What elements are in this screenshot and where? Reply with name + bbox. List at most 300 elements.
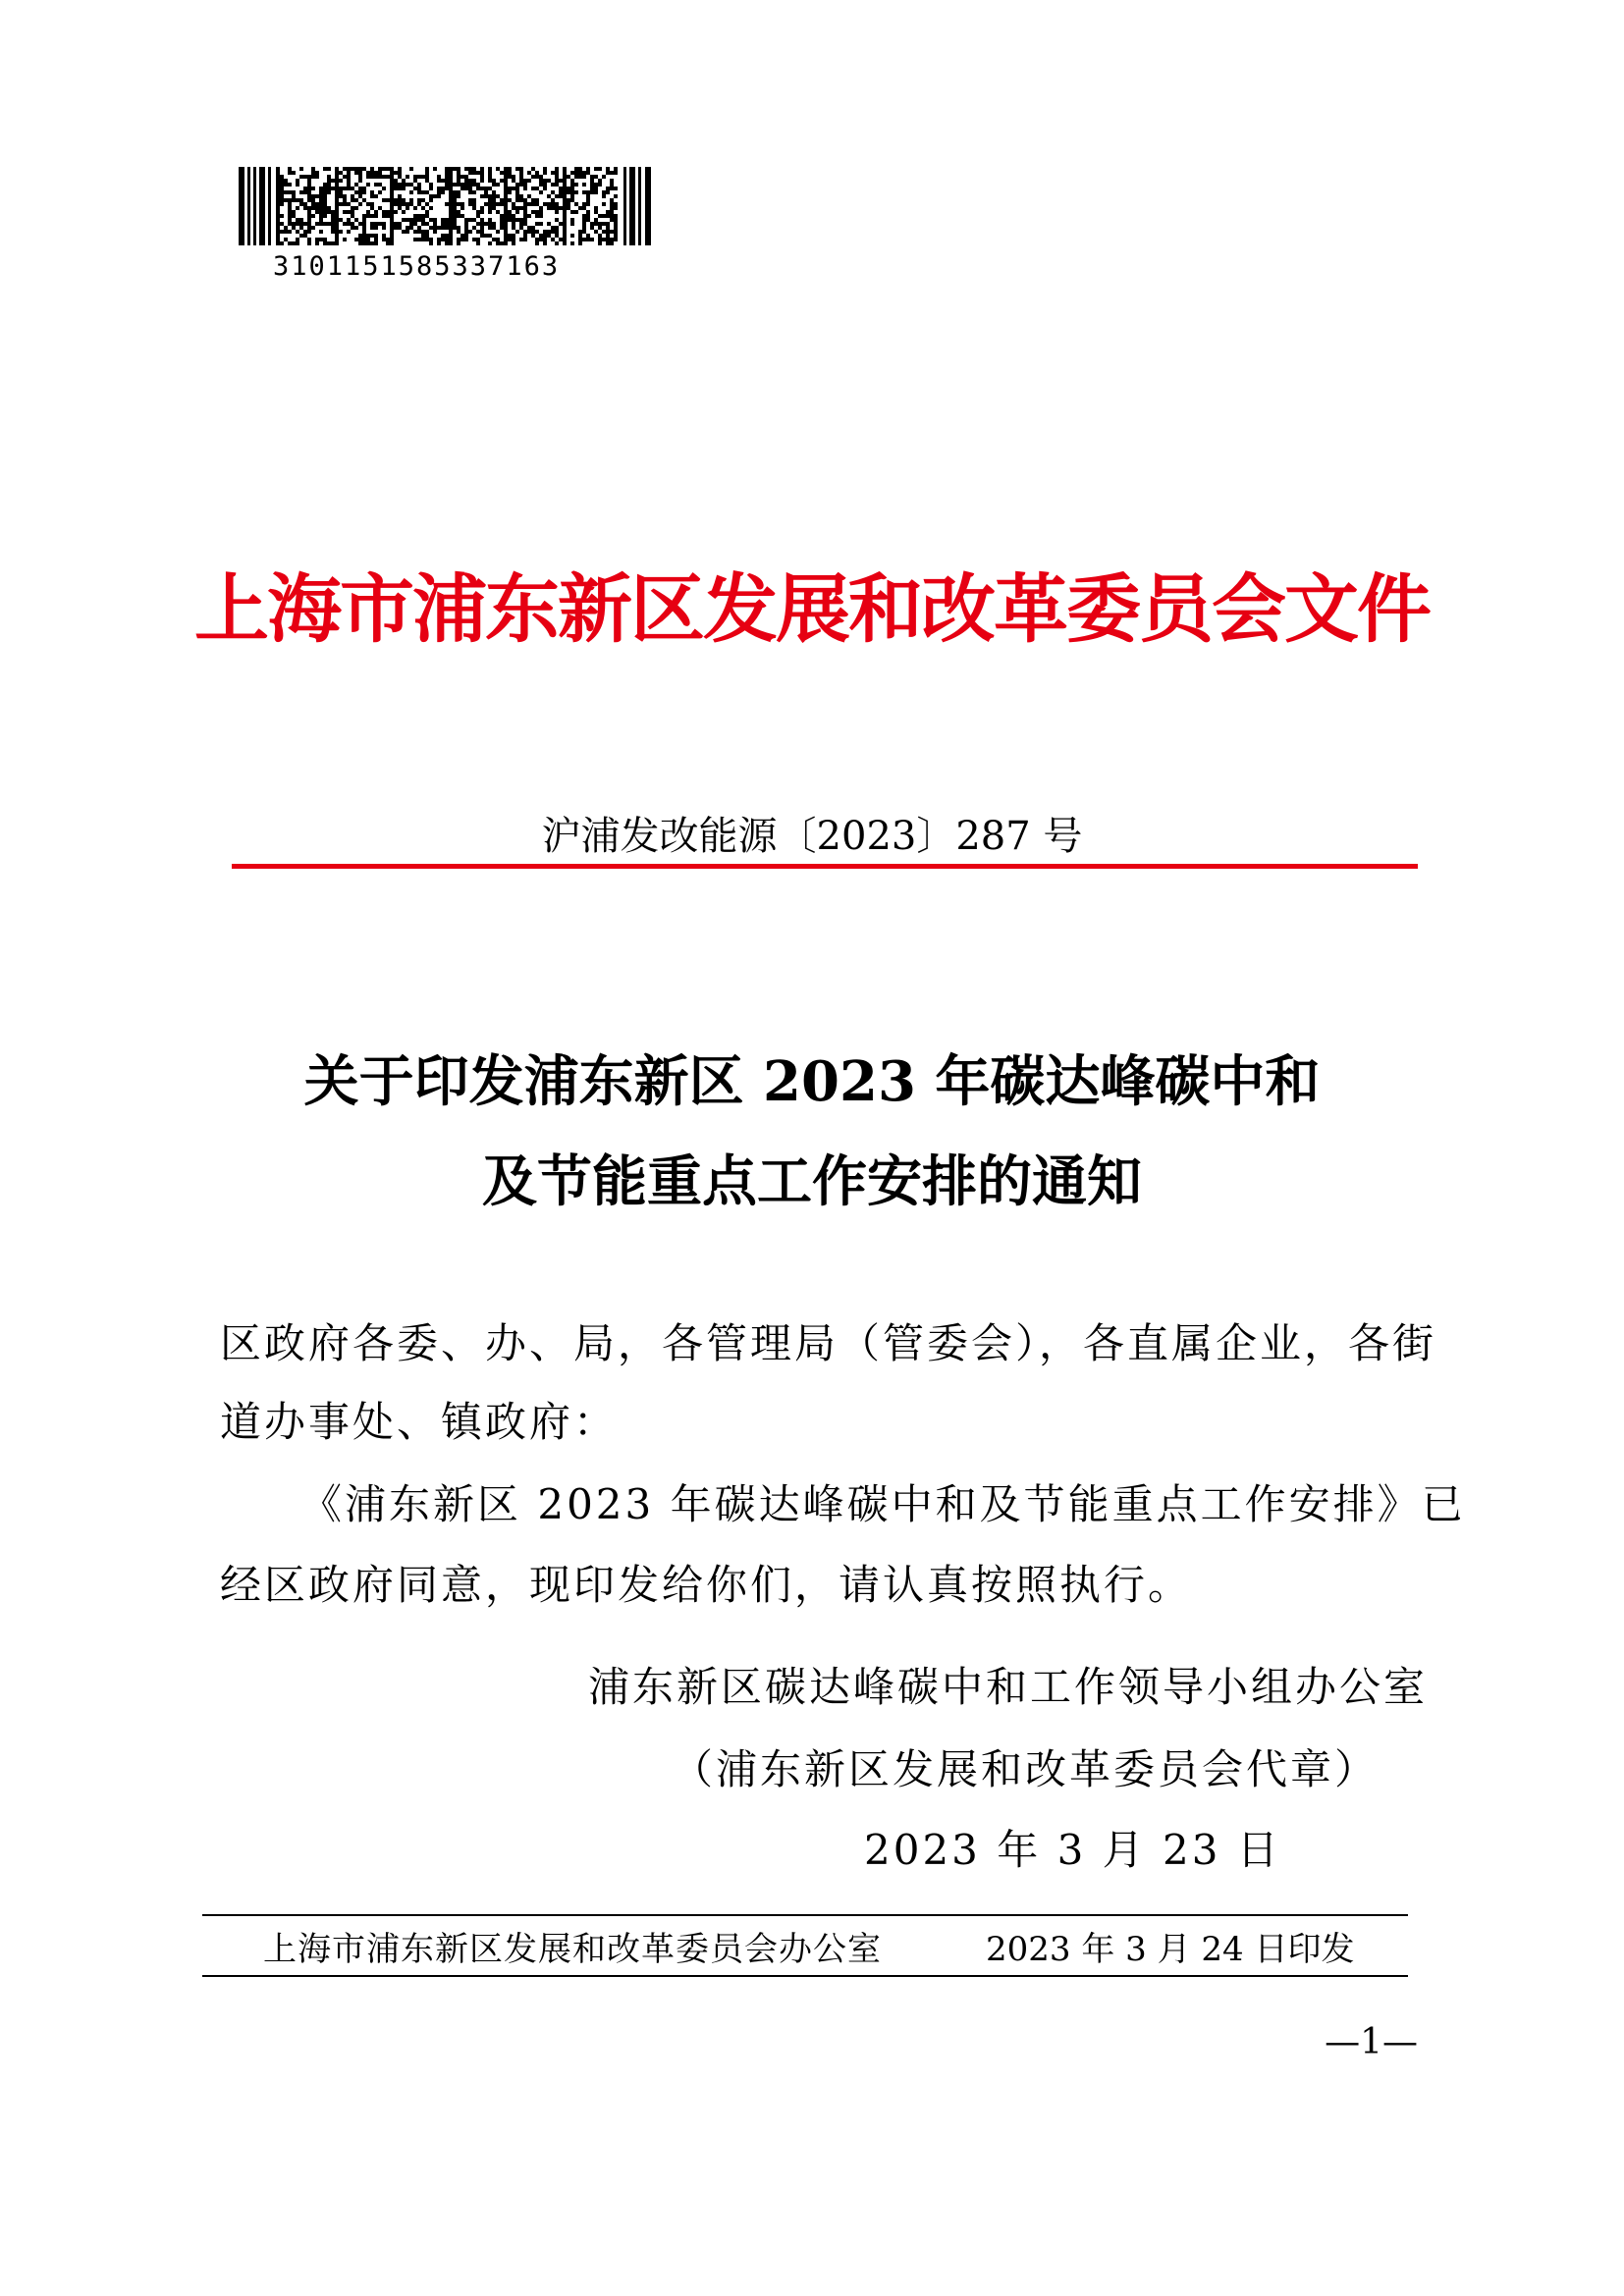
barcode-module <box>488 194 492 198</box>
barcode-module <box>476 241 480 245</box>
barcode-module <box>453 226 457 230</box>
barcode-module <box>437 187 441 190</box>
barcode-module <box>335 214 339 218</box>
barcode-module <box>519 183 523 187</box>
barcode-module <box>284 226 288 230</box>
barcode-module <box>559 190 563 194</box>
barcode-module <box>339 230 343 234</box>
barcode-module <box>543 234 547 238</box>
barcode-module <box>457 210 460 214</box>
barcode-module <box>492 194 496 198</box>
barcode-module <box>567 198 570 202</box>
barcode-module <box>394 226 398 230</box>
barcode-module <box>476 214 480 218</box>
signature-organization: 浦东新区碳达峰碳中和工作领导小组办公室 <box>587 1663 1428 1711</box>
barcode-module <box>508 210 512 214</box>
barcode-module <box>457 241 460 245</box>
barcode-module <box>500 179 504 183</box>
barcode-module <box>292 214 296 218</box>
barcode-module <box>512 234 515 238</box>
barcode-module <box>315 222 319 226</box>
barcode-module <box>457 214 460 218</box>
barcode-module <box>578 171 582 175</box>
barcode-module <box>327 241 331 245</box>
barcode-module <box>343 198 347 202</box>
barcode-module <box>327 179 331 183</box>
barcode-module <box>331 218 335 222</box>
barcode-module <box>370 222 374 226</box>
barcode-module <box>445 241 449 245</box>
barcode-module <box>347 230 351 234</box>
barcode-module <box>374 214 378 218</box>
footer-issuer: 上海市浦东新区发展和改革委员会办公室 <box>263 1930 882 1969</box>
barcode-module <box>425 238 429 241</box>
barcode-module <box>614 238 618 241</box>
barcode-module <box>362 214 366 218</box>
barcode-module <box>292 222 296 226</box>
barcode-module <box>610 210 614 214</box>
barcode-module <box>472 183 476 187</box>
barcode-module <box>606 171 610 175</box>
barcode-module <box>457 230 460 234</box>
barcode-module <box>606 230 610 234</box>
barcode-module <box>547 202 551 206</box>
barcode-module <box>421 230 425 234</box>
barcode-module <box>398 226 402 230</box>
barcode-module <box>512 241 515 245</box>
barcode-module <box>351 194 354 198</box>
barcode-module <box>406 206 409 210</box>
barcode-module <box>386 175 390 179</box>
barcode-module <box>519 194 523 198</box>
barcode-module <box>390 190 394 194</box>
barcode-module <box>523 183 527 187</box>
barcode-module <box>527 226 531 230</box>
barcode-module <box>421 198 425 202</box>
barcode-module <box>323 210 327 214</box>
barcode-module <box>307 179 311 183</box>
barcode-module <box>445 234 449 238</box>
barcode-module <box>464 175 468 179</box>
barcode-module <box>319 218 323 222</box>
barcode-module <box>374 210 378 214</box>
barcode-module <box>402 183 406 187</box>
barcode-module <box>582 238 586 241</box>
barcode-module <box>276 226 280 230</box>
barcode-module <box>543 179 547 183</box>
barcode-module <box>417 202 421 206</box>
barcode-module <box>425 210 429 214</box>
barcode-module <box>519 179 523 183</box>
barcode-module <box>311 226 315 230</box>
barcode-module <box>531 234 535 238</box>
barcode-module <box>504 230 508 234</box>
barcode-module <box>413 175 417 179</box>
barcode-module <box>484 187 488 190</box>
barcode-module <box>563 194 567 198</box>
barcode-module <box>402 210 406 214</box>
barcode-module <box>563 179 567 183</box>
barcode-module <box>508 171 512 175</box>
barcode-module <box>512 202 515 206</box>
barcode-module <box>519 167 523 171</box>
barcode-module <box>280 183 284 187</box>
barcode-image <box>239 167 651 245</box>
barcode-module <box>382 210 386 214</box>
barcode-module <box>563 214 567 218</box>
barcode-module <box>590 179 594 183</box>
barcode-module <box>362 187 366 190</box>
barcode-module <box>288 171 292 175</box>
barcode-module <box>276 214 280 218</box>
barcode-module <box>590 183 594 187</box>
barcode-module <box>519 226 523 230</box>
barcode-module <box>358 190 362 194</box>
barcode-module <box>582 226 586 230</box>
barcode-module <box>488 218 492 222</box>
barcode-module <box>347 183 351 187</box>
barcode-module <box>586 202 590 206</box>
barcode-module <box>449 171 453 175</box>
barcode-module <box>429 226 433 230</box>
barcode-module <box>343 194 347 198</box>
barcode-module <box>386 167 390 171</box>
barcode-module <box>292 171 296 175</box>
barcode-module <box>441 179 445 183</box>
barcode-module <box>472 206 476 210</box>
barcode-module <box>582 171 586 175</box>
barcode-module <box>504 202 508 206</box>
barcode-module <box>512 238 515 241</box>
barcode-module <box>468 190 472 194</box>
barcode-module <box>413 187 417 190</box>
barcode-module <box>417 187 421 190</box>
barcode-module <box>453 214 457 218</box>
barcode-module <box>594 222 598 226</box>
barcode-module <box>460 175 464 179</box>
barcode-module <box>394 210 398 214</box>
barcode-module <box>492 238 496 241</box>
barcode-module <box>390 183 394 187</box>
barcode-module <box>570 234 574 238</box>
barcode-module <box>614 167 618 171</box>
body-paragraph-line-1: 《浦东新区 2023 年碳达峰碳中和及节能重点工作安排》已 <box>300 1480 1466 1528</box>
barcode-module <box>402 179 406 183</box>
barcode-module <box>409 198 413 202</box>
barcode-module <box>480 234 484 238</box>
barcode-module <box>578 167 582 171</box>
barcode-module <box>594 210 598 214</box>
barcode-module <box>547 179 551 183</box>
barcode-module <box>504 241 508 245</box>
barcode-module <box>370 214 374 218</box>
barcode-module <box>288 218 292 222</box>
barcode-module <box>563 222 567 226</box>
barcode-module <box>413 179 417 183</box>
barcode-module <box>331 226 335 230</box>
barcode-module <box>527 194 531 198</box>
barcode-module <box>327 175 331 179</box>
barcode-module <box>335 175 339 179</box>
barcode-module <box>570 179 574 183</box>
barcode-module <box>409 183 413 187</box>
barcode-module <box>280 202 284 206</box>
barcode-module <box>594 190 598 194</box>
barcode-module <box>543 167 547 171</box>
barcode-module <box>555 167 559 171</box>
barcode-module <box>472 218 476 222</box>
barcode-module <box>378 206 382 210</box>
barcode-module <box>563 190 567 194</box>
barcode-module <box>551 238 555 241</box>
barcode-module <box>610 198 614 202</box>
barcode-module <box>378 167 382 171</box>
barcode-module <box>598 238 602 241</box>
barcode-module <box>543 171 547 175</box>
barcode-module <box>406 218 409 222</box>
barcode-module <box>590 175 594 179</box>
barcode-module <box>594 175 598 179</box>
barcode-module <box>531 198 535 202</box>
barcode-module <box>351 226 354 230</box>
barcode-module <box>437 175 441 179</box>
barcode-module <box>574 210 578 214</box>
barcode-module <box>559 179 563 183</box>
barcode-module <box>567 206 570 210</box>
barcode-module <box>582 183 586 187</box>
barcode-module <box>417 226 421 230</box>
barcode-module <box>535 210 539 214</box>
barcode-module <box>453 202 457 206</box>
barcode-module <box>335 234 339 238</box>
barcode-module <box>315 210 319 214</box>
barcode-module <box>535 175 539 179</box>
addressee-line-1: 区政府各委、办、局，各管理局（管委会），各直属企业，各街 <box>220 1319 1437 1367</box>
barcode-module <box>390 210 394 214</box>
barcode-module <box>480 206 484 210</box>
barcode-module <box>523 198 527 202</box>
barcode-module <box>527 214 531 218</box>
barcode-module <box>276 202 280 206</box>
barcode-module <box>417 183 421 187</box>
barcode-module <box>370 234 374 238</box>
barcode-module <box>409 222 413 226</box>
barcode-module <box>323 194 327 198</box>
barcode-module <box>284 198 288 202</box>
barcode-module <box>555 206 559 210</box>
barcode-module <box>296 198 299 202</box>
barcode-module <box>296 230 299 234</box>
barcode-module <box>496 194 500 198</box>
barcode-module <box>437 241 441 245</box>
barcode-module <box>492 190 496 194</box>
barcode-module <box>406 202 409 206</box>
barcode-module <box>343 167 347 171</box>
barcode-module <box>500 214 504 218</box>
barcode-module <box>315 175 319 179</box>
barcode-module <box>496 230 500 234</box>
barcode-module <box>366 183 370 187</box>
barcode-module <box>464 234 468 238</box>
barcode-module <box>421 222 425 226</box>
barcode-module <box>457 190 460 194</box>
barcode-module <box>343 222 347 226</box>
barcode-module <box>362 230 366 234</box>
barcode-module <box>390 187 394 190</box>
barcode-module <box>578 234 582 238</box>
barcode-module <box>492 179 496 183</box>
barcode-module <box>551 230 555 234</box>
barcode-module <box>547 194 551 198</box>
barcode-module <box>614 230 618 234</box>
barcode-module <box>366 210 370 214</box>
barcode-module <box>425 190 429 194</box>
barcode-module <box>390 234 394 238</box>
barcode-module <box>370 190 374 194</box>
barcode-module <box>315 202 319 206</box>
barcode-module <box>476 238 480 241</box>
barcode-module <box>555 171 559 175</box>
barcode-module <box>437 226 441 230</box>
barcode-module <box>512 218 515 222</box>
barcode-module <box>453 194 457 198</box>
barcode-module <box>441 187 445 190</box>
barcode-module <box>535 222 539 226</box>
barcode-module <box>500 218 504 222</box>
barcode-module <box>504 183 508 187</box>
barcode-module <box>394 183 398 187</box>
barcode-module <box>311 171 315 175</box>
barcode-module <box>276 167 280 171</box>
barcode-module <box>441 222 445 226</box>
barcode-module <box>480 171 484 175</box>
barcode-module <box>574 171 578 175</box>
barcode-module <box>453 198 457 202</box>
barcode-module <box>590 222 594 226</box>
barcode-module <box>276 194 280 198</box>
barcode-module <box>390 194 394 198</box>
barcode-module <box>417 175 421 179</box>
barcode-module <box>539 234 543 238</box>
barcode-module <box>563 198 567 202</box>
barcode-module <box>421 234 425 238</box>
barcode-module <box>382 198 386 202</box>
barcode-module <box>374 226 378 230</box>
barcode-module <box>276 218 280 222</box>
barcode-module <box>515 190 519 194</box>
barcode-module <box>594 187 598 190</box>
barcode-module <box>398 175 402 179</box>
barcode-module <box>574 167 578 171</box>
barcode-module <box>468 202 472 206</box>
barcode-module <box>406 175 409 179</box>
barcode-module <box>292 226 296 230</box>
barcode-module <box>394 171 398 175</box>
barcode-module <box>539 222 543 226</box>
barcode-module <box>555 183 559 187</box>
barcode-module <box>351 206 354 210</box>
barcode-module <box>299 202 303 206</box>
barcode-module <box>354 198 358 202</box>
barcode-module <box>504 206 508 210</box>
barcode-module <box>280 194 284 198</box>
barcode-module <box>567 175 570 179</box>
barcode-module <box>370 175 374 179</box>
barcode-module <box>515 167 519 171</box>
barcode-module <box>280 222 284 226</box>
barcode-module <box>351 222 354 226</box>
barcode-module <box>563 183 567 187</box>
barcode-module <box>425 171 429 175</box>
barcode-module <box>480 210 484 214</box>
barcode-module <box>559 194 563 198</box>
barcode-module <box>535 187 539 190</box>
barcode-module <box>358 167 362 171</box>
barcode-module <box>358 171 362 175</box>
barcode-module <box>327 187 331 190</box>
barcode-module <box>292 194 296 198</box>
barcode-module <box>563 187 567 190</box>
barcode-module <box>323 206 327 210</box>
barcode-module <box>299 167 303 171</box>
barcode-module <box>567 187 570 190</box>
barcode-module <box>472 198 476 202</box>
barcode-module <box>449 198 453 202</box>
barcode-module <box>276 171 280 175</box>
barcode-module <box>398 194 402 198</box>
barcode-module <box>570 194 574 198</box>
barcode-module <box>347 218 351 222</box>
barcode-module <box>303 187 307 190</box>
barcode-module <box>464 222 468 226</box>
barcode-module <box>539 190 543 194</box>
barcode-module <box>445 187 449 190</box>
barcode-module <box>535 198 539 202</box>
barcode-module <box>445 218 449 222</box>
barcode-module <box>382 187 386 190</box>
barcode-module <box>366 234 370 238</box>
barcode-module <box>315 238 319 241</box>
barcode-number: 3101151585337163 <box>273 251 561 282</box>
barcode-module <box>276 198 280 202</box>
barcode-module <box>319 187 323 190</box>
barcode-module <box>551 183 555 187</box>
barcode-module <box>335 210 339 214</box>
barcode-module <box>335 206 339 210</box>
barcode-module <box>421 206 425 210</box>
barcode-module <box>614 234 618 238</box>
barcode-module <box>512 214 515 218</box>
barcode-module <box>343 202 347 206</box>
barcode-module <box>307 190 311 194</box>
barcode-module <box>299 222 303 226</box>
barcode-module <box>449 214 453 218</box>
barcode-module <box>523 179 527 183</box>
barcode-module <box>351 214 354 218</box>
barcode-module <box>606 238 610 241</box>
barcode-module <box>496 167 500 171</box>
barcode-module <box>303 234 307 238</box>
barcode-module <box>563 202 567 206</box>
barcode-module <box>323 241 327 245</box>
barcode-module <box>488 226 492 230</box>
barcode-module <box>563 230 567 234</box>
barcode-module <box>370 226 374 230</box>
signature-seal-note: （浦东新区发展和改革委员会代章） <box>671 1745 1379 1793</box>
barcode-module <box>362 241 366 245</box>
barcode-module <box>555 194 559 198</box>
barcode-module <box>539 175 543 179</box>
